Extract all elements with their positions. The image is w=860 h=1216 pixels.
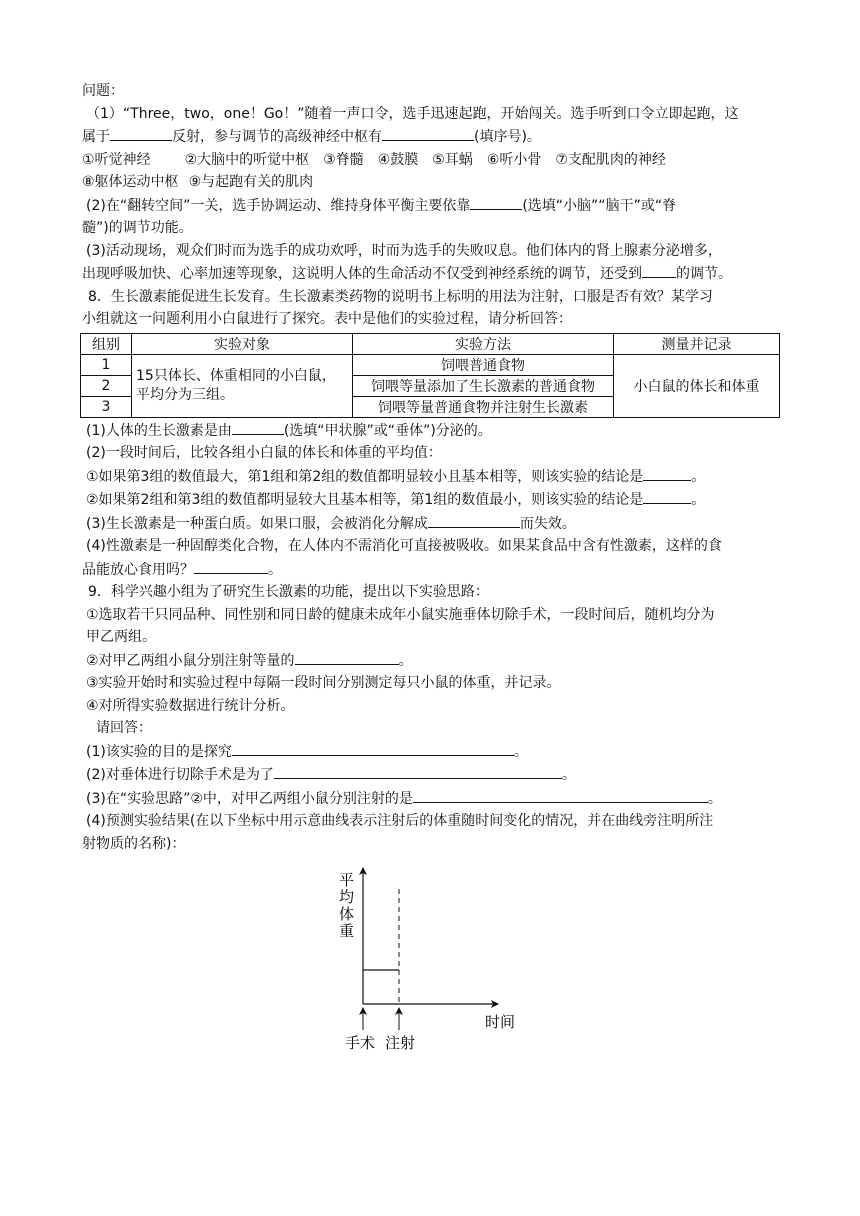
option: ⑤耳蜗 (432, 151, 473, 168)
method-cell: 饲喂普通食物 (353, 354, 614, 375)
q8-part4-line1: (4)性激素是一种固醇类化合物，在人体内不需消化可直接被吸收。如果某食品中含有性激素，这样的食 (86, 538, 722, 554)
answer-blank[interactable] (428, 512, 520, 528)
answer-blank[interactable] (643, 488, 691, 504)
q9-step4: ④对所得实验数据进行统计分析。 (86, 697, 295, 714)
header-group: 组别 (81, 333, 132, 354)
q8-part2-case1: ①如果第3组的数值最大，第1组和第2组的数值都明显较小且基本相等，则该实验的结论是 。 (82, 465, 782, 489)
header-subject: 实验对象 (132, 333, 353, 354)
answer-blank[interactable] (232, 419, 284, 435)
injection-label: 注射 (385, 1034, 416, 1052)
option: ⑨与起跑有关的肌肉 (188, 174, 314, 190)
answer-blank[interactable] (194, 558, 268, 574)
option: ⑦支配肌肉的神经 (555, 151, 666, 168)
q7-part3-line1: (3)活动现场，观众们时而为选手的成功欢呼，时而为选手的失败叹息。他们体内的肾上腺素分泌增多， (86, 242, 722, 259)
q7-part2-line1: (2)在“翻转空间”一关，选手协调运动、维持身体平衡主要依靠 (选填“小脑”“脑干”或“脊 (82, 194, 782, 218)
q9-answer3: (3)在“实验思路”②中，对甲乙两组小鼠分别注射的是 。 (82, 787, 782, 811)
y-axis-label-char: 体 (339, 905, 355, 923)
header-record: 测量并记录 (614, 333, 780, 354)
y-axis-label-char: 平 (339, 871, 355, 889)
q7-part3-line2: 出现呼吸加快、心率加速等现象，这说明人体的生命活动不仅受到神经系统的调节，还受到 的调节。 (82, 262, 782, 286)
weight-time-axes (325, 867, 525, 1067)
option: ⑥听小骨 (486, 151, 542, 168)
answer-blank[interactable] (295, 649, 399, 665)
answer-blank[interactable] (642, 262, 676, 278)
q9-step1-line2: 甲乙两组。 (86, 629, 156, 645)
q8-part4-line2: 品能放心食用吗？ 。 (82, 558, 782, 582)
header-method: 实验方法 (353, 333, 614, 354)
q9-stem: 9．科学兴趣小组为了研究生长激素的功能，提出以下实验思路： (88, 584, 489, 600)
x-axis-label: 时间 (485, 1013, 516, 1031)
y-axis-label-char: 均 (339, 888, 355, 906)
option: ③脊髓 (323, 151, 364, 168)
group-cell: 2 (81, 375, 132, 396)
q9-step2: ②对甲乙两组小鼠分别注射等量的 。 (82, 649, 782, 673)
q8-stem-line1: 8．生长激素能促进生长发育。生长激素类药物的说明书上标明的用法为注射，口服是否有效？某学习 (88, 288, 713, 305)
q9-step3: ③实验开始时和实验过程中每隔一段时间分别测定每只小鼠的体重，并记录。 (86, 675, 561, 691)
q8-part1: (1)人体的生长激素是由 (选填“甲状腺”或“垂体”)分泌的。 (82, 419, 782, 443)
answer-blank[interactable] (643, 465, 691, 481)
q7-part1-line1: （1）“Three，two，one！Go！”随着一声口令，选手迅速起跑，开始闯关。选手听到口令立即起跑，这 (86, 105, 739, 122)
q9-answer1: (1)该实验的目的是探究 。 (82, 740, 782, 764)
method-cell: 饲喂等量普通食物并注射生长激素 (353, 396, 614, 417)
group-cell: 1 (81, 354, 132, 375)
q8-part2-case2: ②如果第2组和第3组的数值都明显较大且基本相等，第1组的数值最小，则该实验的结论是 。 (82, 488, 782, 512)
answer-blank[interactable] (110, 125, 172, 141)
y-axis-label-char: 重 (339, 922, 355, 940)
q8-stem-line2: 小组就这一问题利用小白鼠进行了探究。表中是他们的实验过程，请分析回答： (82, 311, 572, 327)
method-cell: 饲喂等量添加了生长激素的普通食物 (353, 375, 614, 396)
worksheet (82, 80, 782, 855)
q7-options-row1 (82, 149, 782, 172)
q9-ask: 请回答： (96, 720, 152, 736)
experiment-table (80, 333, 780, 418)
option: ④鼓膜 (377, 151, 419, 168)
q9-answer2: (2)对垂体进行切除手术是为了 。 (82, 763, 782, 787)
q7-options-row2 (82, 171, 782, 194)
q9-answer4-line1: (4)预测实验结果(在以下坐标中用示意曲线表示注射后的体重随时间变化的情况，并在曲线旁注明所注 (86, 813, 714, 829)
option: ⑧躯体运动中枢 (82, 174, 179, 190)
answer-blank[interactable] (382, 125, 474, 141)
answer-blank[interactable] (413, 787, 708, 803)
group-cell: 3 (81, 396, 132, 417)
intro-line: 问题： (82, 83, 124, 99)
q9-step1-line1: ①选取若干只同品种、同性别和同日龄的健康未成年小鼠实施垂体切除手术，一段时间后，随机均分为 (86, 606, 715, 623)
q8-part3: (3)生长激素是一种蛋白质。如果口服，会被消化分解成 而失效。 (82, 512, 782, 536)
option: ②大脑中的听觉中枢 (184, 151, 310, 168)
answer-blank[interactable] (232, 740, 514, 756)
subject-cell: 15只体长、体重相同的小白鼠，平均分为三组。 (132, 354, 353, 417)
surgery-label: 手术 (345, 1034, 376, 1052)
answer-blank[interactable] (470, 194, 522, 210)
q8-part2: (2)一段时间后，比较各组小白鼠的体长和体重的平均值： (86, 445, 442, 461)
option: ①听觉神经 (82, 151, 151, 168)
q7-part2-line2: 髓”)的调节功能。 (82, 220, 193, 236)
q7-part1-line2: 属于 反射，参与调节的高级神经中枢有 (填序号)。 (82, 125, 782, 149)
record-cell: 小白鼠的体长和体重 (614, 354, 780, 417)
q9-answer4-line2: 射物质的名称)： (82, 835, 186, 852)
answer-blank[interactable] (274, 763, 562, 779)
table-header-row (81, 333, 780, 354)
table-row (81, 354, 780, 375)
